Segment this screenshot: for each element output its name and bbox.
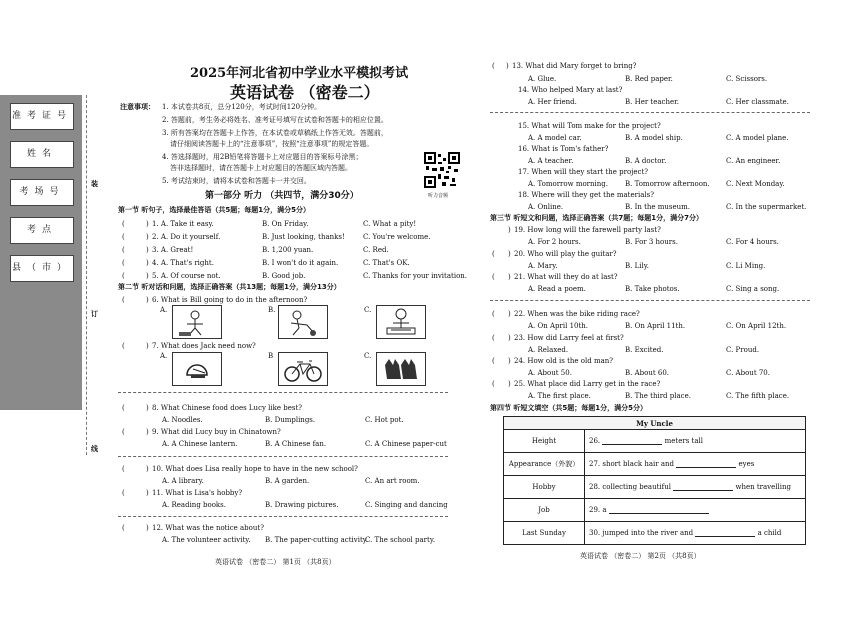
q9: 9. What did Lucy buy in Chinatown? xyxy=(152,428,281,436)
sec1-heading: 第一节 听句子，选择最佳答语（共5题；每题1分，满分5分） xyxy=(118,206,311,214)
table-row: Hobby 28. collecting beautiful when travelling xyxy=(504,476,806,499)
note-1: 1. 本试卷共8页，总分120分，考试时间120分钟。 xyxy=(162,103,322,111)
q23: 23. How did Larry feel at first? xyxy=(514,334,624,342)
q25: 25. What place did Larry get in the race? xyxy=(514,380,661,388)
footer-page-2: 英语试卷 （密卷二） 第2页 （共8页） xyxy=(580,552,701,560)
q16: 16. What is Tom's father? xyxy=(518,145,609,153)
q6-option-c-picture[interactable] xyxy=(376,305,426,339)
q11: 11. What is Lisa's hobby? xyxy=(152,489,243,497)
paper-title: 英语试卷 （密卷二） xyxy=(230,83,380,102)
qr-code-icon[interactable] xyxy=(424,152,460,188)
divider xyxy=(118,456,448,457)
divider xyxy=(490,300,810,301)
sec2-heading: 第二节 听对话和问题，选择正确答案（共13题；每题1分，满分13分） xyxy=(118,283,341,291)
answer-blank-27[interactable] xyxy=(676,461,736,468)
q18: 18. Where will they get the materials? xyxy=(518,191,654,199)
binding-mark-2: 订 xyxy=(91,310,98,318)
q14: 14. Who helped Mary at last? xyxy=(518,86,623,94)
q6-option-b-picture[interactable] xyxy=(278,305,328,339)
exam-room-box: 考场号 xyxy=(10,179,74,206)
notes-heading: 注意事项： xyxy=(120,103,155,111)
divider xyxy=(118,516,448,517)
my-uncle-table xyxy=(503,416,806,545)
q8: 8. What Chinese food does Lucy like best? xyxy=(152,404,303,412)
divider xyxy=(118,392,448,393)
table-row: Appearance（外貌） 27. short black hair and eyes xyxy=(504,453,806,476)
q20: 20. Who will play the guitar? xyxy=(514,250,617,258)
binding-mark-3: 线 xyxy=(91,445,98,453)
q12: 12. What was the notice about? xyxy=(152,524,264,532)
q7-option-b-bicycle-picture[interactable] xyxy=(278,352,328,386)
answer-blank-29[interactable] xyxy=(609,507,709,514)
sec4-heading: 第四节 听短文填空（共5题；每题1分，满分5分） xyxy=(490,404,648,412)
binding-line xyxy=(86,95,87,455)
q7-option-c-gloves-picture[interactable] xyxy=(376,352,426,386)
table-row: Job 29. a xyxy=(504,499,806,522)
note-4: 4. 答选择题时，用2B铅笔将答题卡上对应题目的答案标号涂黑； xyxy=(162,153,363,161)
binding-mark-1: 装 xyxy=(91,180,98,188)
table-title: My Uncle xyxy=(504,417,806,430)
divider xyxy=(490,112,810,113)
q22: 22. When was the bike riding race? xyxy=(514,310,640,318)
sec3-heading: 第三节 听短文和问题，选择正确答案（共7题；每题1分，满分7分） xyxy=(490,214,704,222)
note-2: 2. 答题前，考生务必将姓名、准考证号填写在试卷和答题卡的相应位置。 xyxy=(162,116,388,124)
answer-blank-28[interactable] xyxy=(673,484,733,491)
county-box: 县（市） xyxy=(10,255,74,282)
q17: 17. When will they start the project? xyxy=(518,168,649,176)
q19: 19. How long will the farewell party last? xyxy=(514,226,661,234)
q13: 13. What did Mary forget to bring? xyxy=(512,62,637,70)
name-box: 姓名 xyxy=(10,141,74,168)
answer-blank-26[interactable] xyxy=(602,438,662,445)
note-5: 5. 考试结束时，请将本试卷和答题卡一并交回。 xyxy=(162,177,311,185)
q7: 7. What does Jack need now? xyxy=(152,342,256,350)
qr-caption: 听力音频 xyxy=(428,193,449,199)
table-row: Height 26. meters tall xyxy=(504,430,806,453)
q10: 10. What does Lisa really hope to have in the new school? xyxy=(152,465,358,473)
exam-site-box: 考点 xyxy=(10,217,74,244)
note-3: 3. 所有答案均在答题卡上作答，在本试卷或草稿纸上作答无效。答题前， xyxy=(162,129,388,137)
candidate-info-strip xyxy=(0,95,82,410)
note-4b: 答非选择题时，请在答题卡上对应题目的答题区域内答题。 xyxy=(170,164,352,172)
q7-option-a-helmet-picture[interactable] xyxy=(172,352,222,386)
q15: 15. What will Tom make for the project? xyxy=(518,122,661,130)
exam-title: 2025年河北省初中学业水平模拟考试 xyxy=(190,66,409,81)
candidate-number-box: 准考证号 xyxy=(10,103,74,130)
q6: 6. What is Bill going to do in the afternoon? xyxy=(152,296,308,304)
footer-page-1: 英语试卷 （密卷二） 第1页 （共8页） xyxy=(215,558,336,566)
answer-blank-30[interactable] xyxy=(695,530,755,537)
part1-heading: 第一部分 听力 （共四节，满分30分） xyxy=(205,191,359,201)
q24: 24. How old is the old man? xyxy=(514,357,614,365)
note-3b: 请仔细阅读答题卡上的“注意事项”，按照“注意事项”的规定答题。 xyxy=(170,140,374,148)
q6-option-a-picture[interactable] xyxy=(172,305,222,339)
table-row: Last Sunday 30. jumped into the river and a child xyxy=(504,522,806,545)
q21: 21. What will they do at last? xyxy=(514,273,618,281)
